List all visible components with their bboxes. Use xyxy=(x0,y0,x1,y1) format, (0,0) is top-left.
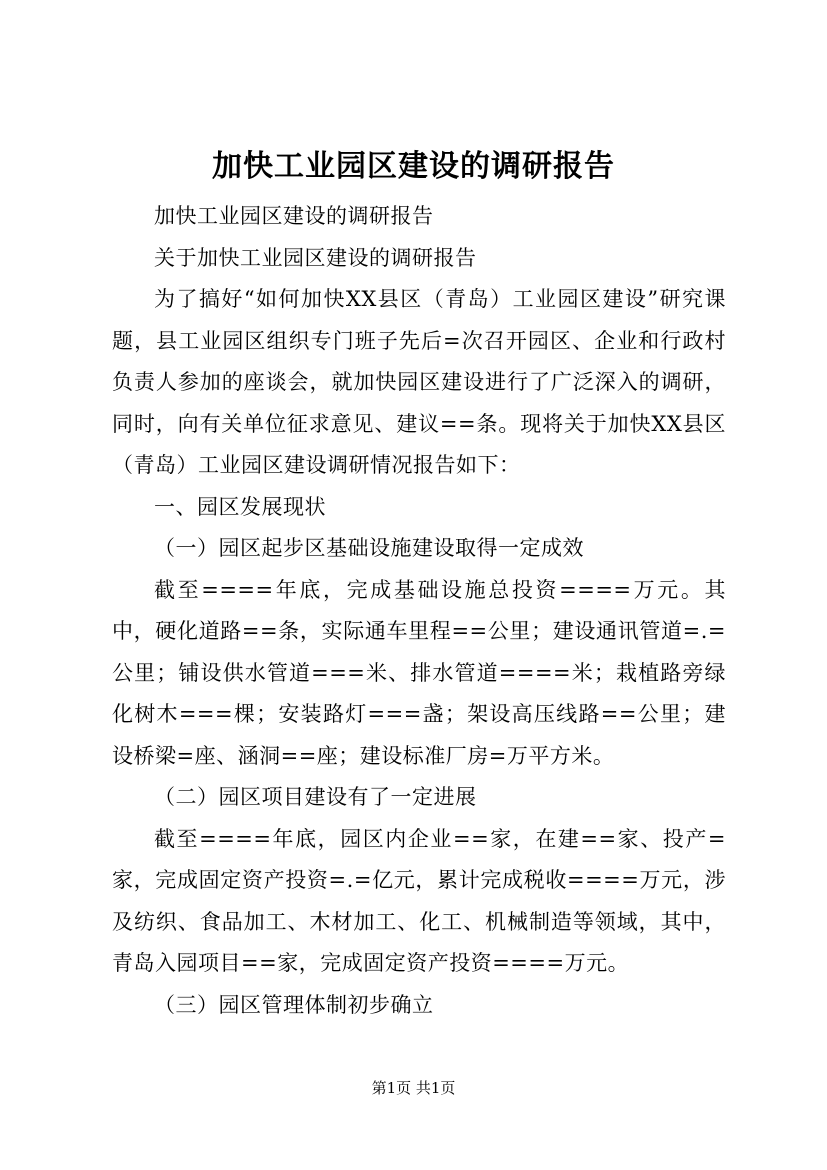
paragraph-infrastructure: 截至====年底，完成基础设施总投资====万元。其中，硬化道路==条，实际通车里程==公里；建设通讯管道=.=公里；铺设供水管道===米、排水管道====米；栽植路旁绿化树木===棵；安装路灯===盏；架设高压线路==公里；建设桥梁=座、涵洞==座；建设标准厂房=万平方米。 xyxy=(112,577,726,768)
document-body xyxy=(112,196,726,1026)
page-footer: 第1页 共1页 xyxy=(371,1079,456,1097)
paragraph-heading: 关于加快工业园区建设的调研报告 xyxy=(154,245,477,270)
paragraph-intro: 为了搞好“如何加快XX县区（青岛）工业园区建设”研究课题，县工业园区组织专门班子先后=次召开园区、企业和行政村负责人参加的座谈会，就加快园区建设进行了广泛深入的调研，同时，向有关单位征求意见、建议==条。现将关于加快XX县区（青岛）工业园区建设调研情况报告如下： xyxy=(112,287,726,477)
subsection-heading: （一）园区起步区基础设施建设取得一定成效 xyxy=(154,536,584,560)
paragraph-subtitle: 加快工业园区建设的调研报告 xyxy=(154,204,434,228)
section-heading: 一、园区发展现状 xyxy=(154,494,326,519)
paragraph-projects: 截至====年底，园区内企业==家，在建==家、投产=家，完成固定资产投资=.=亿元，累计完成税收====万元，涉及纺织、食品加工、木材加工、化工、机械制造等领域，其中，青岛入园项目==家，完成固定资产投资====万元。 xyxy=(112,826,726,975)
subsection-heading: （三）园区管理体制初步确立 xyxy=(154,992,434,1017)
subsection-heading: （二）园区项目建设有了一定进展 xyxy=(154,785,477,809)
document-title: 加快工业园区建设的调研报告 xyxy=(212,149,615,184)
